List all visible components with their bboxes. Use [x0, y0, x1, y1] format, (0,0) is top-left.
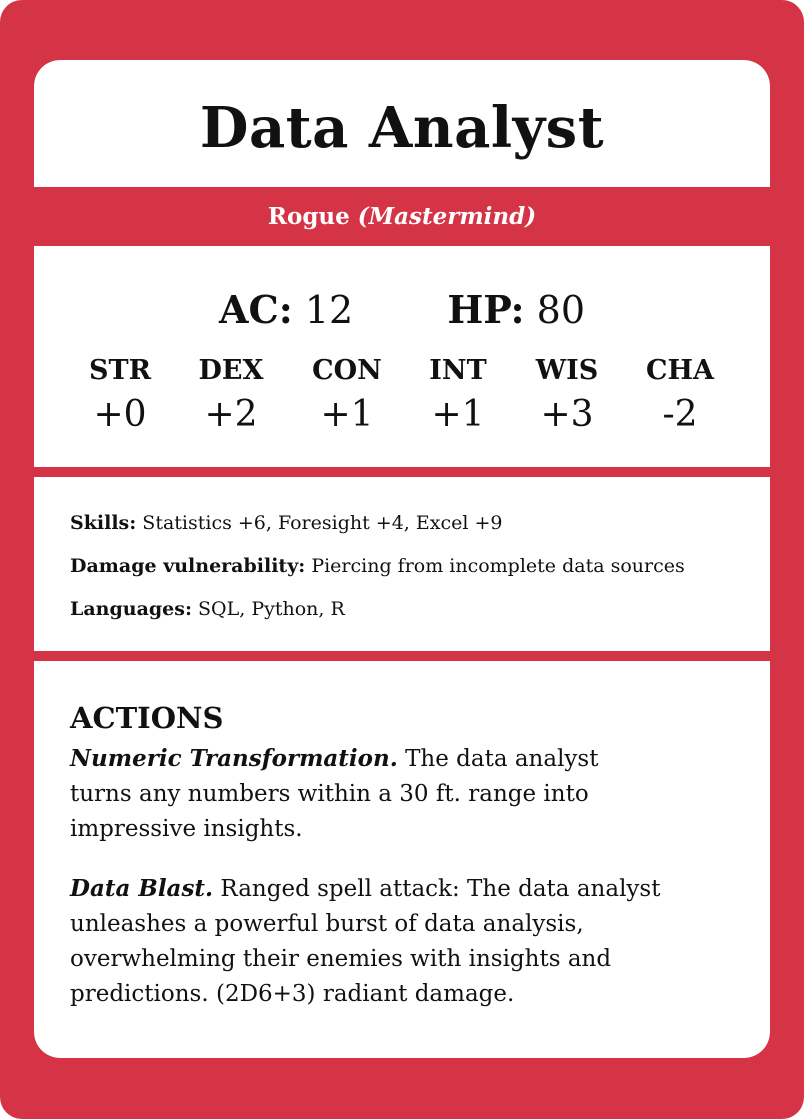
ac-label: AC:: [218, 287, 293, 332]
ability-int: [402, 354, 514, 438]
action-line: [70, 871, 720, 907]
action-data-blast: [70, 871, 720, 1012]
hp-value: 80: [536, 288, 585, 332]
actions-panel: [34, 661, 770, 1058]
ability-str: [64, 354, 176, 438]
action-text: turns any numbers within a 30 ft. range into: [70, 781, 589, 807]
vulnerability-line: [70, 553, 750, 579]
skills-line: [70, 510, 750, 536]
action-numeric-transformation: [70, 741, 720, 847]
languages-label: Languages:: [70, 598, 192, 620]
properties-panel: [34, 477, 770, 651]
ability-con: [291, 354, 403, 438]
ability-name: WIS: [535, 355, 599, 386]
card-title: Data Analyst: [199, 95, 605, 161]
ability-mod: +1: [431, 394, 485, 435]
action-line: [70, 741, 720, 777]
languages-value: SQL, Python, R: [198, 598, 345, 620]
action-name: Numeric Transformation.: [70, 745, 398, 772]
languages-line: [70, 596, 750, 622]
action-text: impressive insights.: [70, 816, 303, 842]
actions-heading: ACTIONS: [70, 701, 224, 735]
skills-value: Statistics +6, Foresight +4, Excel +9: [142, 512, 503, 534]
action-text: overwhelming their enemies with insights and: [70, 946, 612, 972]
ability-name: DEX: [198, 355, 264, 386]
ability-name: INT: [429, 355, 487, 386]
ability-name: CHA: [646, 355, 714, 386]
vulnerability-label: Damage vulnerability:: [70, 555, 306, 577]
ability-wis: [511, 354, 623, 438]
ability-cha: [624, 354, 736, 438]
combat-line: [34, 286, 770, 334]
ability-mod: +0: [93, 394, 147, 435]
skills-label: Skills:: [70, 512, 137, 534]
subclass-name: (Mastermind): [357, 203, 537, 230]
card-subtitle: [34, 202, 770, 232]
ability-mod: -2: [662, 394, 698, 435]
stats-panel: [34, 246, 770, 467]
action-text: Ranged spell attack: The data analyst: [220, 876, 661, 902]
ability-name: CON: [312, 355, 382, 386]
ability-mod: +1: [320, 394, 374, 435]
class-name: Rogue: [267, 203, 350, 230]
ability-mod: +2: [204, 394, 258, 435]
ability-dex: [175, 354, 287, 438]
ac-value: 12: [304, 288, 354, 332]
action-text: unleashes a powerful burst of data analysis,: [70, 911, 584, 937]
action-text: The data analyst: [405, 746, 599, 772]
vulnerability-value: Piercing from incomplete data sources: [311, 555, 685, 577]
card-inner: [34, 60, 770, 1058]
title-panel: [34, 60, 770, 187]
hp-label: HP:: [447, 287, 525, 332]
subtitle-band: [34, 187, 770, 246]
action-name: Data Blast.: [70, 875, 214, 902]
action-text: predictions. (2D6+3) radiant damage.: [70, 981, 515, 1007]
ability-mod: +3: [540, 394, 594, 435]
ability-name: STR: [88, 355, 152, 386]
